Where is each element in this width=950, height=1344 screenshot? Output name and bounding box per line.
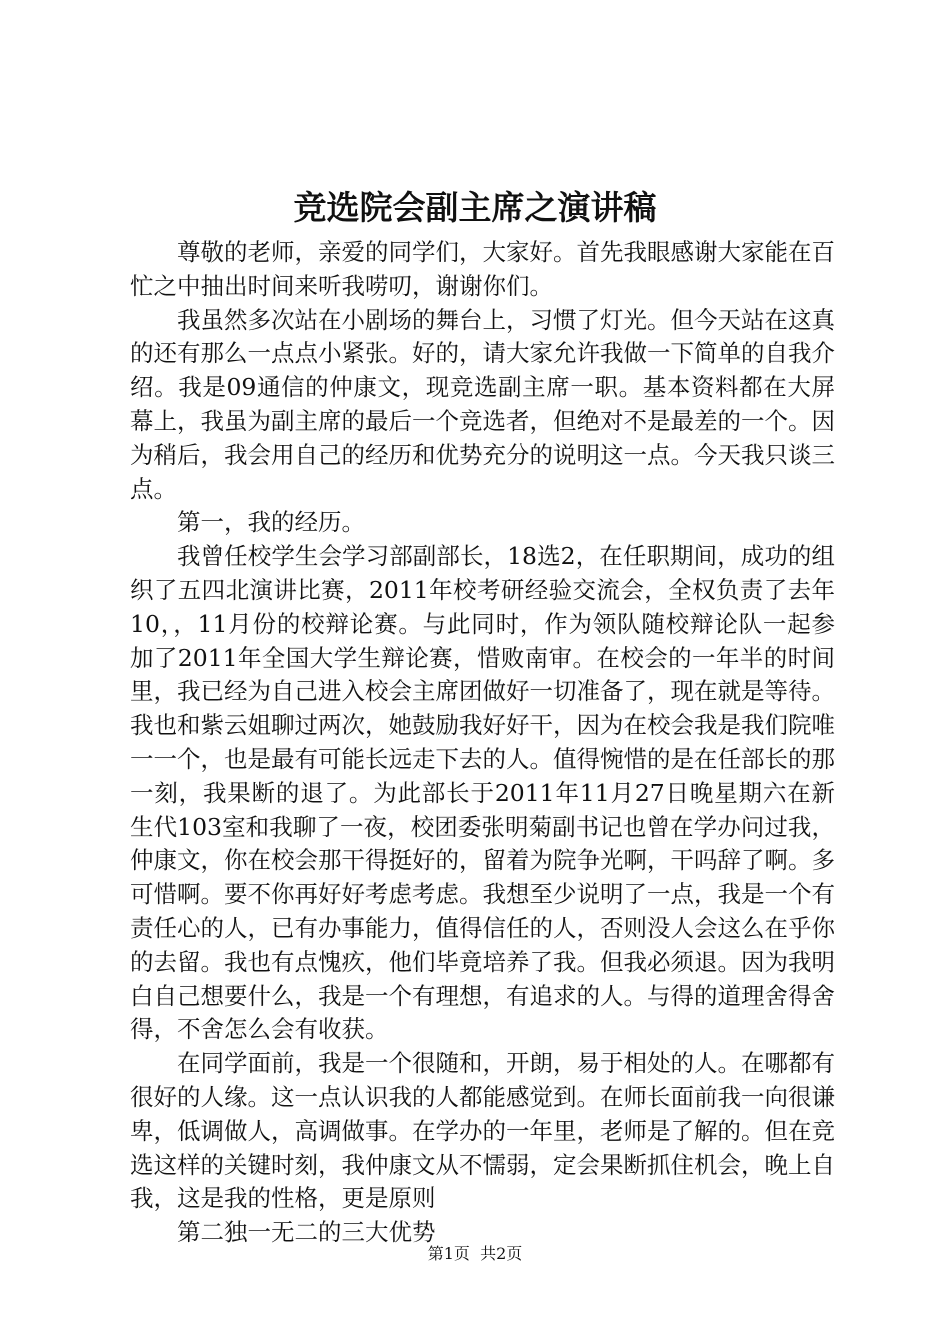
paragraph-personality: 在同学面前，我是一个很随和，开朗，易于相处的人。在哪都有很好的人缘。这一点认识我的人都能感觉到。在师长面前我一向很谦卑，低调做人，高调做事。在学办的一年里，老师是了解的。但在竞选这样的关键时刻，我仲康文从不懦弱，定会果断抓住机会，晚上自我，这是我的性格，更是原则 <box>130 1049 835 1213</box>
paragraph-introduction: 我虽然多次站在小剧场的舞台上，习惯了灯光。但今天站在这真的还有那么一点点小紧张。好的，请大家允许我做一下简单的自我介绍。我是09通信的仲康文，现竞选副主席一职。基本资料都在大屏幕上，我虽为副主席的最后一个竞选者，但绝对不是最差的一个。因为稍后，我会用自己的经历和优势充分的说明这一点。今天我只谈三点。 <box>130 305 835 503</box>
paragraph-experience: 我曾任校学生会学习部副部长，18选2，在任职期间，成功的组织了五四北演讲比赛，2011年校考研经验交流会，全权负责了去年10，，11月份的校辩论赛。与此同时，作为领队随校辩论队一起参加了2011年全国大学生辩论赛，惜败南审。在校会的一年半的时间里，我已经为自己进入校会主席团做好一切准备了，现在就是等待。我也和紫云姐聊过两次，她鼓励我好好干，因为在校会我是我们院唯一一个，也是最有可能长远走下去的人。值得惋惜的是在任部长的那一刻，我果断的退了。为此部长于2011年11月27日晚星期六在新生代103室和我聊了一夜，校团委张明菊副书记也曾在学办问过我，仲康文，你在校会那干得挺好的，留着为院争光啊，干吗辞了啊。多可惜啊。要不你再好好考虑考虑。我想至少说明了一点，我是一个有责任心的人，已有办事能力，值得信任的人，否则没人会这么在乎你的去留。我也有点愧疚，他们毕竟培养了我。但我必须退。因为我明白自己想要什么，我是一个有理想，有追求的人。与得的道理舍得舍得，不舍怎么会有收获。 <box>130 542 835 1044</box>
document-body <box>130 236 835 1250</box>
paragraph-section-two-heading: 第二独一无二的三大优势 <box>177 1218 436 1247</box>
document-title: 竞选院会副主席之演讲稿 <box>293 188 657 227</box>
page-total: 共2页 <box>480 1244 523 1263</box>
page-number: 第1页 <box>427 1244 470 1263</box>
page-footer <box>0 1244 950 1264</box>
paragraph-section-one-heading: 第一，我的经历。 <box>177 508 365 537</box>
paragraph-greeting: 尊敬的老师，亲爱的同学们，大家好。首先我眼感谢大家能在百忙之中抽出时间来听我唠叨，谢谢你们。 <box>130 238 835 300</box>
